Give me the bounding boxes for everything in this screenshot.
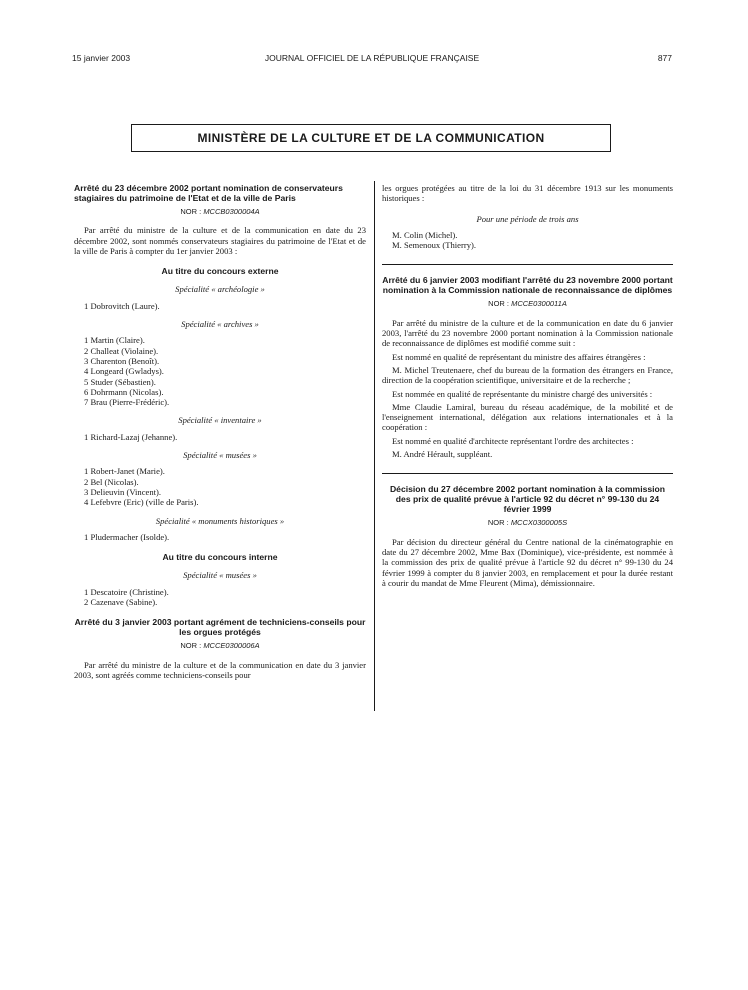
paragraph: Est nommé en qualité d'architecte représentant l'ordre des architectes : — [392, 435, 634, 446]
list-archeologie — [74, 301, 366, 311]
paragraph: Par décision du directeur général du Centre national de la cinématographie en date du 27 décembre 2002, Mme Bax (Dominique), vice-présidente, est nommée à la commission des prix de qualité prévue à l'article 92 du décret n° 99-130 du 24 février 1999 à compter du 8 janvier 2003, en remplacement et pour la durée restant à courir du mandat de Mme Fleurent (Mima), démissionnaire. — [382, 536, 673, 588]
specialite-musees-interne: Spécialité « musées » — [183, 570, 257, 581]
article-continuation: les orgues protégées au titre de la loi du 31 décembre 1913 sur les monuments historiques : — [382, 183, 673, 204]
nor-reference: MCCB0300004A — [203, 207, 260, 216]
paragraph: Par arrêté du ministre de la culture et de la communication en date du 6 janvier 2003, l'arrêté du 23 novembre 2000 portant nomination à la Commission nationale de reconnaissance de diplômes est modifié comme suit : — [382, 317, 673, 349]
list-monuments-historiques — [74, 532, 366, 542]
section-heading-concours-interne: Au titre du concours interne — [162, 552, 278, 563]
article-title: Arrêté du 23 décembre 2002 portant nomination de conservateurs stagiaires du patrimoine de l'Etat et de la ville de Paris — [74, 183, 343, 203]
article-title: Décision du 27 décembre 2002 portant nomination à la commission des prix de qualité prévue à l'article 92 du décret n° 99-130 du 24 février 1999 — [389, 484, 666, 515]
list-item: 1 Dobrovitch (Laure). — [84, 300, 160, 311]
specialite-archeologie: Spécialité « archéologie » — [175, 284, 265, 295]
right-column — [382, 183, 673, 591]
nor-label: NOR : — [487, 518, 509, 528]
specialite-monuments-historiques: Spécialité « monuments historiques » — [155, 515, 285, 526]
specialite-archives: Spécialité « archives » — [181, 319, 259, 330]
paragraph: M. André Hérault, suppléant. — [392, 449, 493, 460]
list-item: 1 Descatoire (Christine). — [84, 586, 169, 597]
article-commission-diplomes — [382, 275, 673, 459]
list-item: 5 Studer (Sébastien). — [84, 376, 156, 387]
nor-label: NOR : — [180, 641, 202, 651]
paragraph: Est nommé en qualité de représentant du ministre des affaires étrangères : — [392, 351, 646, 362]
ministry-title: MINISTÈRE DE LA CULTURE ET DE LA COMMUNICATION — [197, 131, 545, 145]
nor-reference: MCCX0300005S — [510, 518, 568, 528]
list-item: 1 Robert-Janet (Marie). — [84, 466, 165, 477]
list-item: 3 Charenton (Benoît). — [84, 355, 160, 366]
list-item: 4 Longeard (Gwladys). — [84, 366, 164, 377]
left-column — [74, 183, 366, 683]
section-heading-concours-externe: Au titre du concours externe — [161, 266, 279, 277]
article-separator — [382, 264, 673, 265]
specialite-inventaire: Spécialité « inventaire » — [178, 415, 262, 426]
article-techniciens-conseils — [74, 617, 366, 680]
list-musees-interne — [74, 587, 366, 608]
nor-line — [382, 299, 673, 309]
list-item: 2 Cazenave (Sabine). — [84, 597, 158, 608]
list-item: 2 Bel (Nicolas). — [84, 476, 139, 487]
article-prix-qualite — [382, 484, 673, 588]
header-journal-title: JOURNAL OFFICIEL DE LA RÉPUBLIQUE FRANÇAISE — [264, 53, 480, 63]
article-title: Arrêté du 6 janvier 2003 modifiant l'arrêté du 23 novembre 2000 portant nomination à la Commission nationale de reconnaissance de diplômes — [382, 275, 673, 296]
nor-reference: MCCE0300006A — [203, 641, 260, 651]
header-page-number: 877 — [657, 53, 672, 63]
article-intro: Par arrêté du ministre de la culture et de la communication en date du 3 janvier 2003, sont agréés comme techniciens-conseils pour — [74, 659, 366, 680]
nor-reference: MCCE0300011A — [511, 299, 567, 309]
column-divider — [374, 181, 375, 711]
list-item: M. Semenoux (Thierry). — [392, 240, 477, 251]
nor-line — [382, 518, 673, 528]
ministry-title-box — [131, 124, 611, 152]
list-item: 2 Challeat (Violaine). — [84, 345, 159, 356]
list-musees — [74, 466, 366, 507]
nor-label: NOR : — [180, 207, 202, 216]
list-item: 1 Richard-Lazaj (Jehanne). — [84, 431, 178, 442]
article-separator — [382, 473, 673, 474]
article-conservateurs — [74, 183, 366, 607]
header-date: 15 janvier 2003 — [72, 53, 131, 63]
list-item: 7 Brau (Pierre-Frédéric). — [84, 397, 170, 408]
nor-label: NOR : — [488, 299, 509, 309]
nor-line — [74, 207, 366, 217]
list-item: 1 Pludermacher (Isolde). — [84, 531, 170, 542]
article-intro: Par arrêté du ministre de la culture et de la communication en date du 23 décembre 2002, sont nommés conservateurs stagiaires du patrimoine de l'Etat et de la ville de Paris à compter du 1er janvier 2003 : — [74, 225, 366, 256]
paragraph: Est nommée en qualité de représentante du ministre chargé des universités : — [392, 388, 653, 399]
period-heading: Pour une période de trois ans — [476, 213, 579, 224]
list-item: 1 Martin (Claire). — [84, 335, 145, 346]
list-archives — [74, 335, 366, 407]
paragraph: Mme Claudie Lamiral, bureau du réseau académique, de la mobilité et de l'enseignement international, délégation aux relations internationales et à la coopération : — [382, 401, 673, 433]
list-inventaire — [74, 432, 366, 442]
nor-line — [74, 641, 366, 651]
list-item: M. Colin (Michel). — [392, 229, 458, 240]
specialite-musees: Spécialité « musées » — [183, 450, 257, 461]
list-item: 6 Dohrmann (Nicolas). — [84, 386, 164, 397]
list-item: 4 Lefebvre (Eric) (ville de Paris). — [84, 497, 199, 508]
list-techniciens — [382, 230, 673, 251]
article-title: Arrêté du 3 janvier 2003 portant agrément de techniciens-conseils pour les orgues protégés — [74, 617, 366, 638]
list-item: 3 Delieuvin (Vincent). — [84, 486, 162, 497]
paragraph: M. Michel Treutenaere, chef du bureau de la formation des étrangers en France, direction de la coopération scientifique, universitaire et de la recherche ; — [382, 364, 673, 386]
page-header — [72, 53, 672, 67]
